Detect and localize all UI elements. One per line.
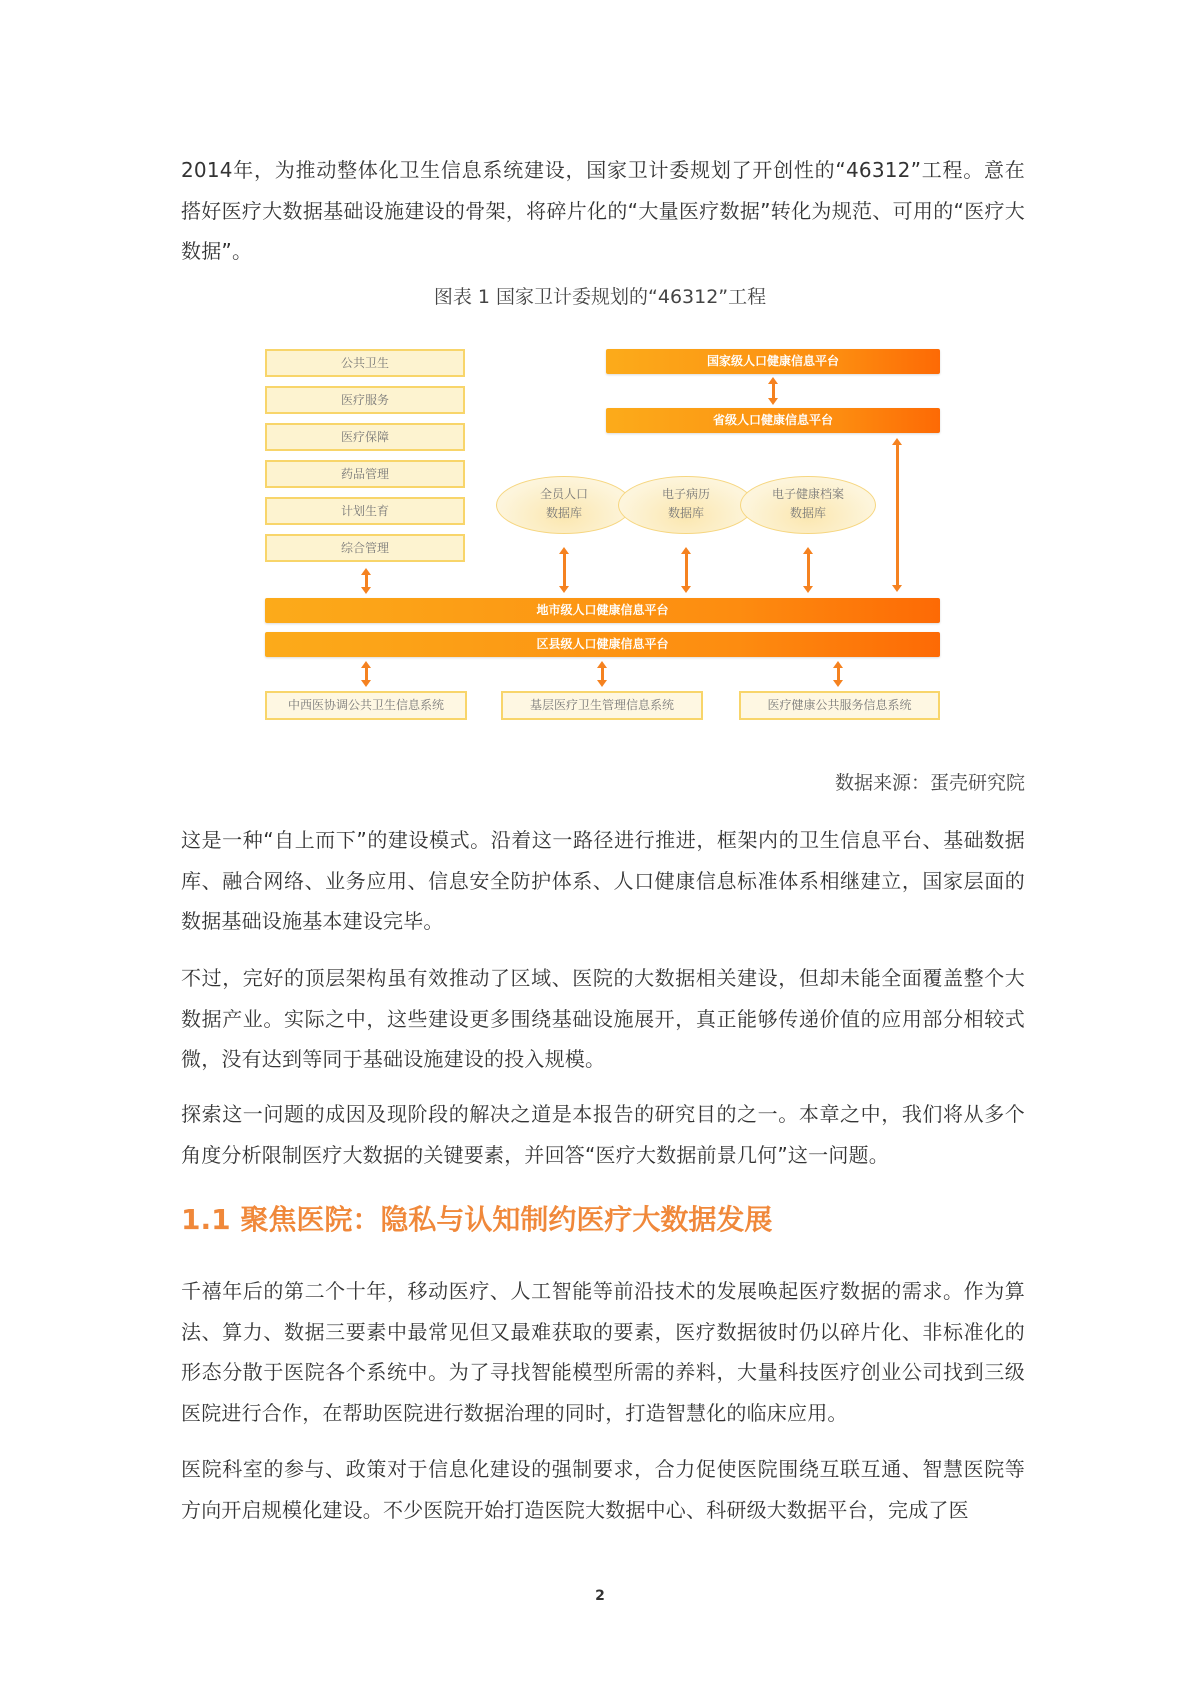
left-box-family-planning: 计划生育 — [265, 497, 465, 525]
database-label: 电子健康档案 — [771, 487, 844, 501]
double-arrow-icon — [365, 574, 368, 588]
database-population — [496, 476, 632, 534]
paragraph: 医院科室的参与、政策对于信息化建设的强制要求，合力促使医院围绕互联互通、智慧医院等方向开启规模化建设。不少医院开始打造医院大数据中心、科研级大数据平台，完成了医 — [181, 1457, 1025, 1522]
double-arrow-icon — [563, 553, 566, 587]
double-arrow-icon — [896, 444, 899, 586]
double-arrow-icon — [807, 553, 810, 587]
paragraph: 这是一种“自上而下”的建设模式。沿着这一路径进行推进，框架内的卫生信息平台、基础数据库、融合网络、业务应用、信息安全防护体系、人口健康信息标准体系相继建立，国家层面的数据基础设施基本建设完毕。 — [181, 828, 1025, 933]
double-arrow-icon — [601, 667, 604, 681]
left-box-general-management: 综合管理 — [265, 534, 465, 562]
figure-source: 数据来源：蛋壳研究院 — [834, 772, 1025, 794]
national-platform-bar: 国家级人口健康信息平台 — [606, 349, 940, 374]
section-heading: 1.1 聚焦医院：隐私与认知制约医疗大数据发展 — [181, 1203, 773, 1236]
left-box-public-health: 公共卫生 — [265, 349, 465, 377]
paragraph: 不过，完好的顶层架构虽有效推动了区域、医院的大数据相关建设，但却未能全面覆盖整个大数据产业。实际之中，这些建设更多围绕基础设施展开，真正能够传递价值的应用部分相较式微，没有达到等同于基础设施建设的投入规模。 — [181, 966, 1025, 1071]
double-arrow-icon — [365, 667, 368, 681]
double-arrow-icon — [685, 553, 688, 587]
database-label: 电子病历 — [661, 487, 710, 501]
system-box-public-service: 医疗健康公共服务信息系统 — [739, 691, 940, 720]
system-box-primary-care: 基层医疗卫生管理信息系统 — [501, 691, 703, 720]
left-box-medical-insurance: 医疗保障 — [265, 423, 465, 451]
city-platform-bar: 地市级人口健康信息平台 — [265, 598, 940, 623]
database-label: 数据库 — [789, 506, 826, 520]
paragraph-intro: 2014年，为推动整体化卫生信息系统建设，国家卫计委规划了开创性的“46312”工程。意在搭好医疗大数据基础设施建设的骨架，将碎片化的“大量医疗数据”转化为规范、可用的“医疗大数据”。 — [181, 158, 1025, 263]
figure-caption: 图表 1 国家卫计委规划的“46312”工程 — [433, 286, 767, 308]
provincial-platform-bar: 省级人口健康信息平台 — [606, 408, 940, 433]
county-platform-bar: 区县级人口健康信息平台 — [265, 632, 940, 657]
double-arrow-icon — [772, 383, 775, 399]
database-label: 全员人口 — [539, 487, 588, 501]
page-number: 2 — [595, 1588, 605, 1604]
database-label: 数据库 — [545, 506, 582, 520]
database-label: 数据库 — [667, 506, 704, 520]
database-emr — [618, 476, 754, 534]
database-ehr — [740, 476, 876, 534]
double-arrow-icon — [837, 667, 840, 681]
system-box-tcm-public-health: 中西医协调公共卫生信息系统 — [265, 691, 467, 720]
paragraph: 探索这一问题的成因及现阶段的解决之道是本报告的研究目的之一。本章之中，我们将从多个角度分析限制医疗大数据的关键要素，并回答“医疗大数据前景几何”这一问题。 — [181, 1102, 1025, 1167]
paragraph: 千禧年后的第二个十年，移动医疗、人工智能等前沿技术的发展唤起医疗数据的需求。作为算法、算力、数据三要素中最常见但又最难获取的要素，医疗数据彼时仍以碎片化、非标准化的形态分散于医院各个系统中。为了寻找智能模型所需的养料，大量科技医疗创业公司找到三级医院进行合作，在帮助医院进行数据治理的同时，打造智慧化的临床应用。 — [181, 1279, 1025, 1425]
left-box-medical-service: 医疗服务 — [265, 386, 465, 414]
left-box-drug-management: 药品管理 — [265, 460, 465, 488]
